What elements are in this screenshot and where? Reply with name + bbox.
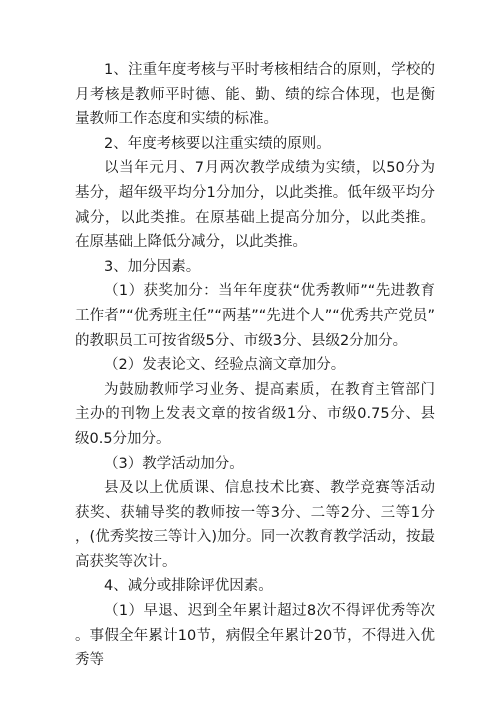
paragraph-scoring-rules: 以当年元月、7月两次教学成绩为实绩，以50分为基分，超年级平均分1分加分，以此类推。低年级平均分减分，以此类推。在原基础上提高分加分，以此类推。在原基础上降低分减分，以此类推。 xyxy=(75,160,435,251)
document-body xyxy=(75,58,435,673)
paragraph-attendance-deduction: （1）早退、迟到全年累计超过8次不得评优秀等次。事假全年累计10节，病假全年累计20节，不得进入优秀等 xyxy=(75,603,435,669)
heading-teaching-activity-bonus: （3）教学活动加分。 xyxy=(104,455,244,472)
paragraph-annual-principle: 1、注重年度考核与平时考核相结合的原则，学校的月考核是教师平时德、能、勤、绩的综合体现，也是衡量教师工作态度和实绩的标准。 xyxy=(75,62,435,128)
heading-bonus-factors: 3、加分因素。 xyxy=(104,258,201,275)
paragraph-teaching-activity-bonus: 县及以上优质课、信息技术比赛、教学竞赛等活动获奖、获辅导奖的教师按一等3分、二等2分、三等1分，(优秀奖按三等计入)加分。同一次教育教学活动，按最高获奖等次计。 xyxy=(75,480,435,570)
paragraph-paper-bonus: 为鼓励教师学习业务、提高素质，在教育主管部门主办的刊物上发表文章的按省级1分、市级0.75分、县级0.5分加分。 xyxy=(75,381,435,447)
paragraph-performance-principle: 2、年度考核要以注重实绩的原则。 xyxy=(104,135,331,152)
paragraph-award-bonus: （1）获奖加分：当年年度获“优秀教师”“先进教育工作者”“优秀班主任”“两基”“先进个人”“优秀共产党员”的教职员工可按省级5分、市级3分、县级2分加分。 xyxy=(75,283,435,349)
heading-deduction-factors: 4、减分或排除评优因素。 xyxy=(104,578,273,595)
heading-paper-bonus: （2）发表论文、经验点滴文章加分。 xyxy=(104,357,346,374)
